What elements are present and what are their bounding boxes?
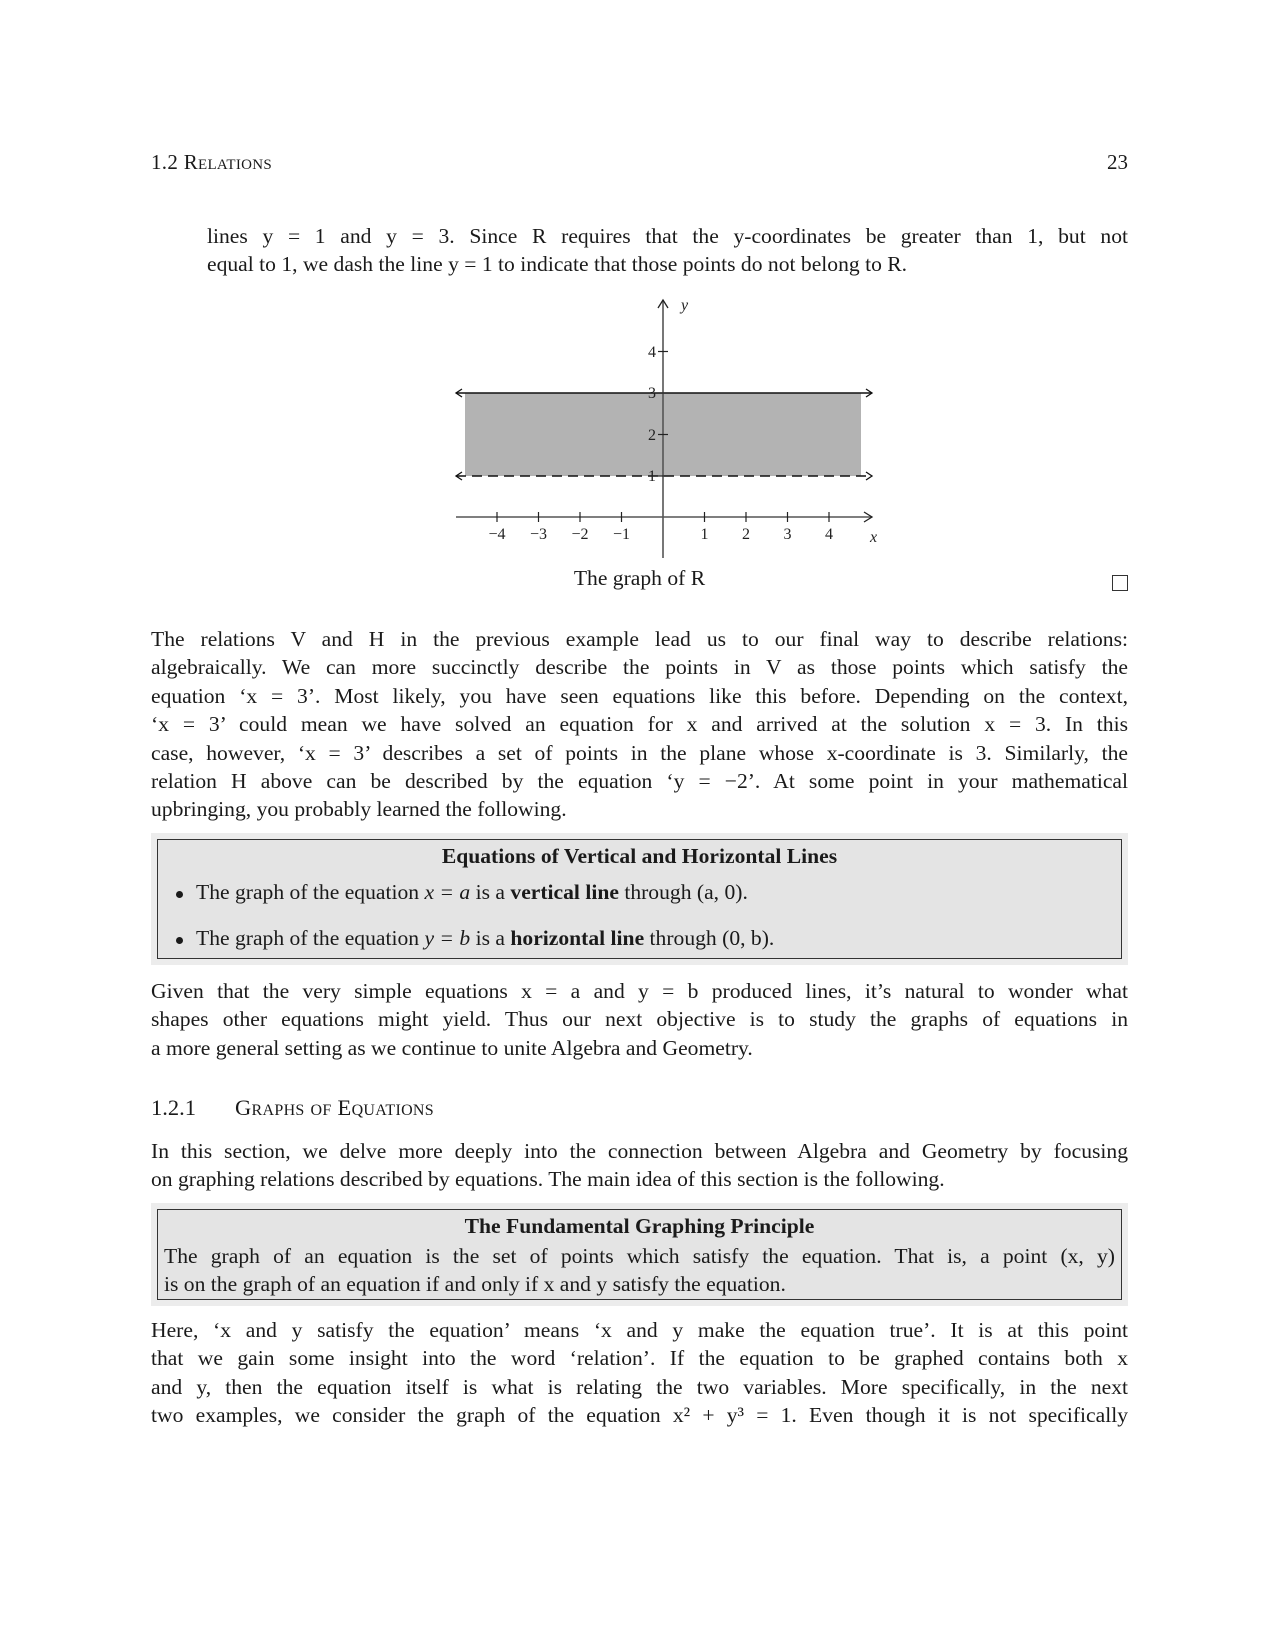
text-line: In this section, we delve more deeply into the connection between Algebra and Geometry by focusing	[151, 1139, 1128, 1163]
section-heading	[151, 1095, 434, 1121]
text-line: upbringing, you probably learned the following.	[151, 797, 567, 822]
y-axis-label: y	[681, 297, 689, 314]
intro-paragraph	[207, 222, 1128, 279]
theorem-box-graphing-principle-inner	[157, 1209, 1122, 1300]
graph-of-r	[440, 290, 900, 570]
x-tick-label: −3	[529, 526, 548, 543]
x-tick-label: −1	[612, 526, 631, 543]
text-line: on graphing relations described by equations. The main idea of this section is the following.	[151, 1167, 945, 1192]
text-line: and y, then the equation itself is what is relating the two variables. More specifically, in the next	[151, 1374, 1128, 1399]
bullet-text: is a	[470, 880, 511, 904]
paragraph-section-intro	[151, 1137, 1128, 1194]
page-number: 23	[1107, 150, 1128, 174]
x-axis-label: x	[870, 529, 878, 546]
qed-square-icon	[1112, 575, 1128, 591]
equation: y = b	[424, 926, 471, 950]
bullet-vertical-line	[196, 880, 748, 905]
y-tick-label: 3	[648, 385, 656, 402]
bullet-text: is a	[470, 926, 511, 950]
bold-term: vertical line	[510, 880, 619, 904]
section-running-title: 1.2 Relations	[151, 150, 273, 174]
x-tick-label: 1	[700, 526, 709, 543]
text-line: The relations V and H in the previous example lead us to our final way to describe relations:	[151, 627, 1128, 651]
theorem-box-graphing-principle	[151, 1203, 1128, 1306]
text-line: is on the graph of an equation if and only if x and y satisfy the equation.	[164, 1272, 786, 1297]
text-line: a more general setting as we continue to unite Algebra and Geometry.	[151, 1035, 753, 1060]
text-line: two examples, we consider the graph of the equation x² + y³ = 1. Even though it is not specifically	[151, 1403, 1128, 1428]
section-title: Graphs of Equations	[235, 1095, 434, 1120]
text-line: equal to 1, we dash the line y = 1 to indicate that those points do not belong to R.	[207, 252, 908, 277]
figure-caption: The graph of R	[573, 566, 706, 590]
text-line: ‘x = 3’ could mean we have solved an equation for x and arrived at the solution x = 3. In this	[151, 712, 1128, 737]
bullet-text: The graph of the equation	[196, 880, 425, 904]
x-tick-label: −2	[571, 526, 589, 543]
text-line: that we gain some insight into the word ‘relation’. If the equation to be graphed contains both x	[151, 1346, 1128, 1371]
bullet-horizontal-line	[196, 926, 774, 951]
text-line: shapes other equations might yield. Thus our next objective is to study the graphs of equations in	[151, 1007, 1128, 1032]
text-line: Given that the very simple equations x = a and y = b produced lines, it’s natural to wonder what	[151, 979, 1128, 1003]
text-line: The graph of an equation is the set of points which satisfy the equation. That is, a point (x, y)	[164, 1244, 1115, 1268]
y-tick-label: 1	[648, 468, 656, 485]
text-line: equation ‘x = 3’. Most likely, you have seen equations like this before. Depending on the context,	[151, 683, 1128, 708]
running-head	[151, 150, 1128, 175]
paragraph-relation-insight	[151, 1316, 1128, 1430]
x-tick-label: 3	[783, 526, 792, 543]
y-tick-label: 2	[648, 427, 656, 444]
paragraph-algebraically	[151, 625, 1128, 824]
text-line: Here, ‘x and y satisfy the equation’ means ‘x and y make the equation true’. It is at this point	[151, 1318, 1128, 1342]
bullet-text: through (a, 0).	[618, 880, 748, 904]
text-line: case, however, ‘x = 3’ describes a set of points in the plane whose x-coordinate is 3. Similarly, the	[151, 740, 1128, 765]
box-title: Equations of Vertical and Horizontal Lines	[441, 844, 838, 868]
theorem-box-lines-inner	[157, 839, 1122, 959]
theorem-box-lines	[151, 833, 1128, 965]
x-tick-label: 2	[742, 526, 750, 543]
text-line: algebraically. We can more succinctly describe the points in V as those points which satisfy the	[151, 655, 1128, 680]
section-number: 1.2.1	[151, 1095, 196, 1120]
box-title: The Fundamental Graphing Principle	[464, 1214, 815, 1238]
bullet-text: through (0, b).	[644, 926, 775, 950]
equation: x = a	[424, 880, 471, 904]
paragraph-other-shapes	[151, 977, 1128, 1062]
bullet-text: The graph of the equation	[196, 926, 425, 950]
y-tick-label: 4	[648, 344, 656, 361]
text-line: lines y = 1 and y = 3. Since R requires that the y-coordinates be greater than 1, but not	[207, 224, 1128, 248]
bold-term: horizontal line	[510, 926, 645, 950]
x-tick-label: 4	[825, 526, 833, 543]
x-tick-label: −4	[488, 526, 506, 543]
box-body	[164, 1242, 1115, 1299]
text-line: relation H above can be described by the equation ‘y = −2’. At some point in your mathematical	[151, 769, 1128, 794]
